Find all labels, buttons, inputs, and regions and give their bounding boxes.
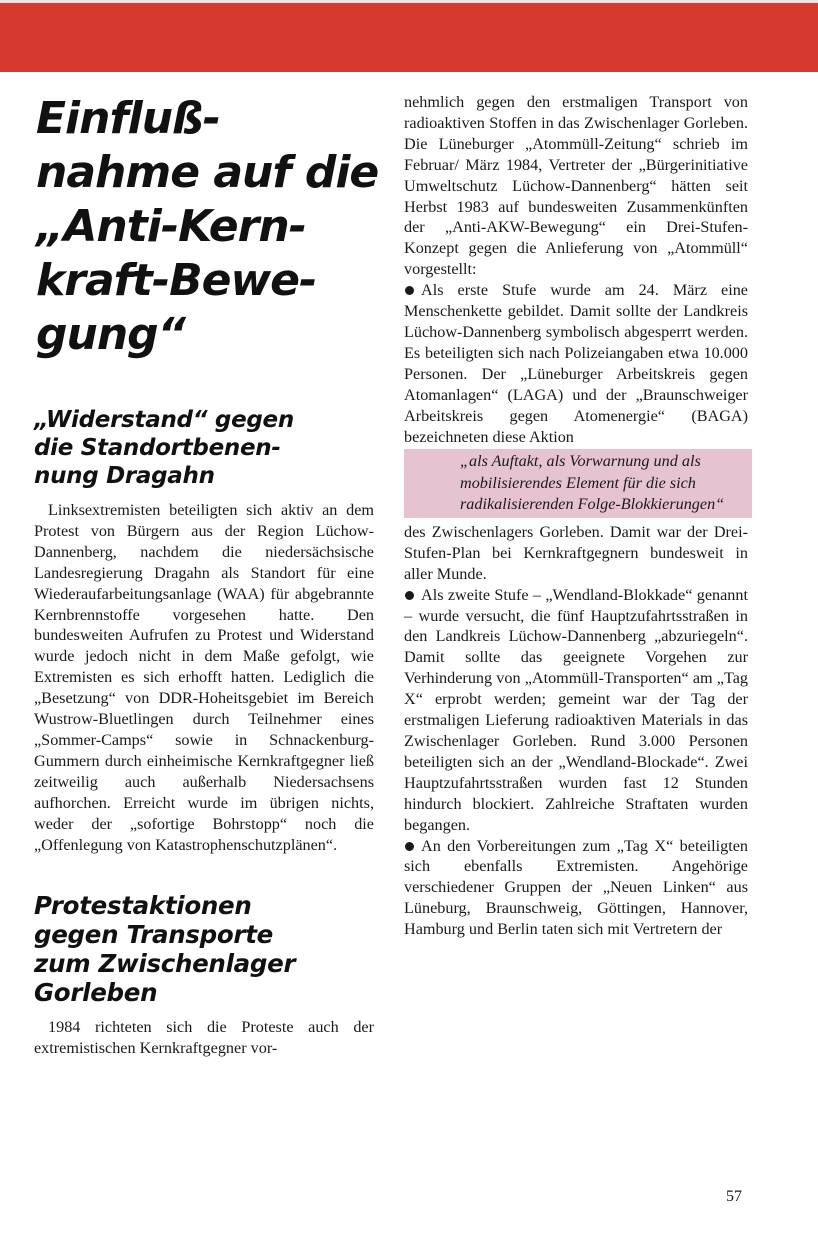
left-column xyxy=(34,92,379,1059)
heading-line: die Standortbenen- xyxy=(34,435,281,461)
bullet-text: An den Vorbereitungen zum „Tag X“ beteiligten sich ebenfalls Extremisten. Angehörige verschiedener Gruppen der „Neuen Linken“ aus Lüneburg, Braunschweig, Göttingen, Hannover, Hamburg und Berlin taten sich mit Vertretern der xyxy=(404,836,748,939)
article-title xyxy=(36,92,379,362)
right-column xyxy=(404,92,748,940)
bullet-paragraph xyxy=(404,585,748,836)
bullet-icon xyxy=(405,286,414,295)
title-line: Einfluß- xyxy=(36,93,220,144)
bullet-paragraph xyxy=(404,280,748,447)
section2-paragraph-continued: nehmlich gegen den erstmaligen Transport von radioaktiven Stoffen in das Zwischenlager Gorleben. Die Lüneburger „Atommüll-Zeitung“ schrieb im Februar/ März 1984, Vertreter der „Bürgerinitiative Umweltschutz Lüchow-Dannenberg“ hätten seit Herbst 1983 auf bundesweiten Zusammenkünften der „Anti-AKW-Bewegung“ ein Drei-Stufen-Konzept gegen die Anlieferung von „Atommüll“ vorgestellt: xyxy=(404,93,748,279)
bullet-icon xyxy=(405,842,414,851)
section2-heading xyxy=(34,891,374,1007)
heading-line: Protestaktionen xyxy=(34,891,252,921)
highlighted-quote: „als Auftakt, als Vorwarnung und als mobilisierendes Element für die sich radikalisierenden Folge-Blokkierungen“ xyxy=(404,449,752,518)
bullet-text: Als erste Stufe wurde am 24. März eine Menschenkette gebildet. Damit sollte der Landkreis Lüchow-Dannenberg symbolisch abgesperrt werden. Es beteiligten sich nach Polizeiangaben etwa 10.000 Personen. Der „Lüneburger Arbeitskreis gegen Atomanlagen“ (LAGA) und der „Braunschweiger Arbeitskreis gegen Atomenergie“ (BAGA) bezeichneten diese Aktion xyxy=(404,281,748,446)
title-line: „Anti-Kern- xyxy=(36,201,306,252)
heading-line: „Widerstand“ gegen xyxy=(34,407,294,433)
bullet-icon xyxy=(405,591,414,600)
section1-heading xyxy=(34,406,374,490)
heading-line: zum Zwischenlager xyxy=(34,949,296,979)
section1-paragraph: Linksextremisten beteiligten sich aktiv an dem Protest von Bürgern aus der Region Lüchow-Dannenberg, nachdem die niedersächsische Landesregierung Dragahn als Standort für eine Wiederaufarbeitungsanlage (WAA) für abgebrannte Kernbrennstoffe vorgesehen hatte. Den bundesweiten Aufrufen zu Protest und Widerstand wurde jedoch nicht in dem Maße gefolgt, wie Extremisten es sich erhofft hatten. Lediglich die „Besetzung“ von DDR-Hoheitsgebiet im Bereich Wustrow-Bluetlingen durch Teilnehmer eines „Sommer-Camps“ sowie in Schnackenburg-Gummern durch einheimische Kernkraftgegner ließ zeitweilig auch außerhalb Niedersachsens aufhorchen. Erreicht wurde im übrigen nichts, weder der „sofortige Bohrstopp“ noch die „Offenlegung von Katastrophenschutzplänen“. xyxy=(34,501,374,854)
title-line: kraft-Bewe- xyxy=(36,255,317,306)
title-line: nahme auf die xyxy=(36,147,379,198)
heading-line: gegen Transporte xyxy=(34,920,273,950)
title-line: gung“ xyxy=(36,309,185,360)
section2-paragraph-start: 1984 richteten sich die Proteste auch der extremistischen Kernkraftgegner vor- xyxy=(34,1018,374,1058)
heading-line: nung Dragahn xyxy=(34,463,215,489)
bullet-paragraph xyxy=(404,836,748,941)
after-quote-paragraph: des Zwischenlagers Gorleben. Damit war der Drei-Stufen-Plan bei Kernkraftgegnern bundesweit in aller Munde. xyxy=(404,522,748,583)
heading-line: Gorleben xyxy=(34,978,158,1008)
bullet-text: Als zweite Stufe – „Wendland-Blokkade“ genannt – wurde versucht, die fünf Hauptzufahrtsstraßen in den Landkreis Lüchow-Dannenberg „abzuriegeln“. Damit sollte das geeignete Vorgehen zur Verhinderung von „Atommüll-Transporten“ am „Tag X“ erprobt werden; gemeint war der Tag der erstmaligen Lieferung radioaktiven Materials in das Zwischenlager Gorleben. Rund 3.000 Personen beteiligten sich an der „Wendland-Blockade“. Zwei Hauptzufahrtsstraßen wurden fast 12 Stunden hindurch blockiert. Zahlreiche Straftaten wurden begangen. xyxy=(404,585,748,834)
top-color-band xyxy=(0,0,818,72)
page-number: 57 xyxy=(726,1188,742,1205)
